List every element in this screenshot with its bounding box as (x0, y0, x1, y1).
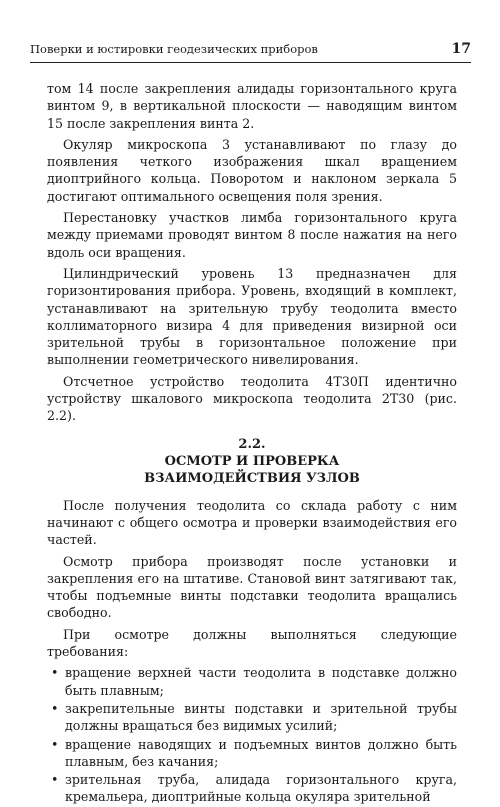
list-item-text: зрительная труба, алидада горизонтального круга, кремальера, диоптрийные кольца окуляра зрительной (65, 772, 457, 805)
bullet-icon: • (51, 736, 59, 752)
paragraph: том 14 после закрепления алидады горизонтального круга винтом 9, в вертикальной плоскости — наводящим винтом 15 после закрепления винта 2. (47, 81, 457, 131)
list-item-text: вращение верхней части теодолита в подставке должно быть плавным; (65, 665, 457, 698)
section-title-line: ОСМОТР И ПРОВЕРКА (164, 453, 340, 469)
paragraph: После получения теодолита со склада работу с ним начинают с общего осмотра и проверки взаимодействия его частей. (47, 497, 457, 548)
section-number: 2.2. (238, 436, 266, 452)
paragraph: При осмотре должны выполняться следующие требования: (47, 626, 457, 660)
list-item-text: вращение наводящих и подъемных винтов должно быть плавным, без качания; (65, 736, 457, 769)
list-item-text: закрепительные винты подставки и зрительной трубы должны вращаться без видимых усилий; (65, 700, 457, 734)
paragraph: Осмотр прибора производят после установки и закрепления его на штативе. Становой винт затягивают так, чтобы подъемные винты подставки теодолита вращались свободно. (47, 553, 457, 621)
bullet-icon: • (51, 772, 59, 788)
paragraph: Отсчетное устройство теодолита 4Т30П идентично устройству шкалового микроскопа теодолита 2Т30 (рис. 2.2). (47, 373, 457, 424)
paragraph: Цилиндрический уровень 13 предназначен для горизонтирования прибора. Уровень, входящий в комплект, устанавливают на зрительную трубу теодолита вместо коллиматорного визира 4 для приведения визирной оси зрительной трубы в горизонтальное положение при выполнении геометрического нивелирования. (47, 265, 457, 368)
header-rule (30, 62, 471, 63)
list-item (47, 664, 457, 699)
bullet-icon: • (51, 700, 59, 716)
list-item (47, 771, 457, 806)
running-title: Поверки и юстировки геодезических приборов (30, 42, 318, 56)
paragraph: Перестановку участков лимба горизонтального круга между приемами проводят винтом 8 после нажатия на него вдоль оси вращения. (47, 210, 457, 260)
requirements-list (47, 664, 457, 805)
section-title-line: ВЗАИМОДЕЙСТВИЯ УЗЛОВ (144, 470, 360, 486)
list-item (47, 736, 457, 771)
bullet-icon: • (51, 665, 59, 681)
page-body (47, 80, 457, 807)
section-heading (47, 436, 457, 487)
page-number: 17 (451, 41, 471, 57)
list-item (47, 700, 457, 735)
running-header (30, 41, 471, 57)
paragraph: Окуляр микроскопа 3 устанавливают по глазу до появления четкого изображения шкал вращением диоптрийного кольца. Поворотом и наклоном зеркала 5 достигают оптимального освещения поля зрения. (47, 136, 457, 204)
